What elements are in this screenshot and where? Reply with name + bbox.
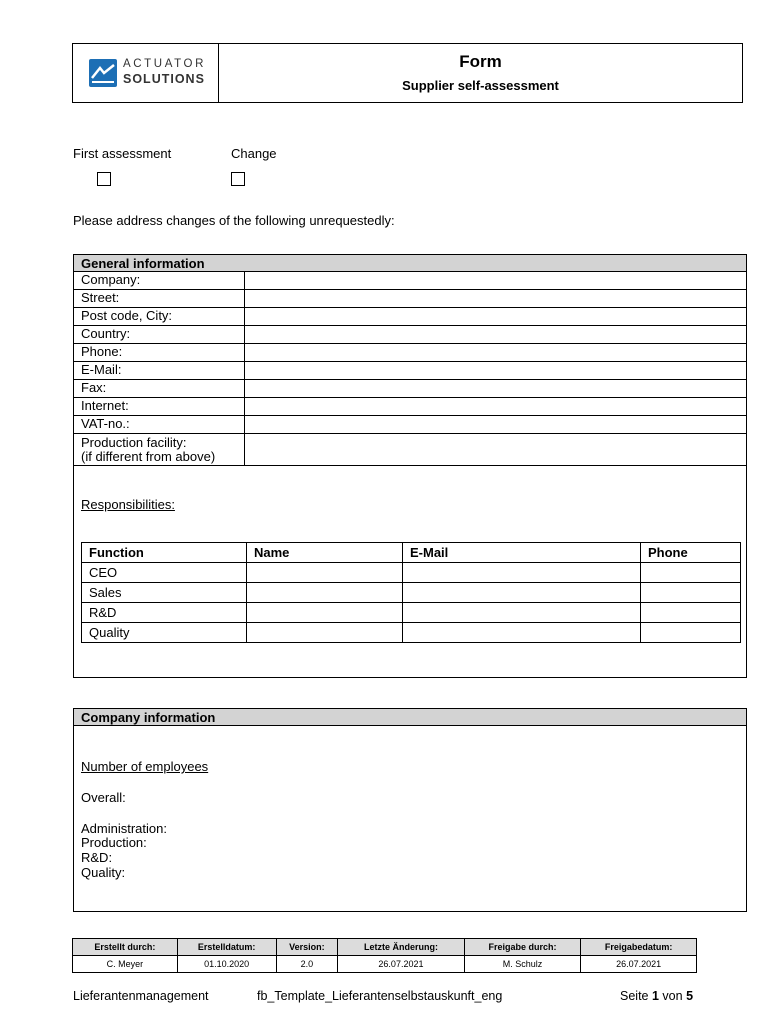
country-field[interactable]: [244, 326, 245, 343]
company-label: Company:: [81, 272, 141, 287]
created-by-header: Erstellt durch:: [73, 939, 178, 956]
name-cell[interactable]: [247, 623, 403, 643]
responsibilities-table: [81, 542, 741, 643]
function-cell: R&D: [82, 603, 247, 623]
email-header: E-Mail: [403, 543, 641, 563]
post-code-city-field[interactable]: [244, 308, 245, 325]
first-assessment-checkbox[interactable]: [97, 172, 111, 186]
email-cell[interactable]: [403, 623, 641, 643]
phone-cell[interactable]: [641, 563, 741, 583]
table-row: [82, 563, 741, 583]
name-cell[interactable]: [247, 563, 403, 583]
table-row: [73, 956, 697, 973]
logo-text-actuator: ACTUATOR: [123, 58, 206, 70]
created-date-header: Erstelldatum:: [177, 939, 276, 956]
phone-label: Phone:: [81, 344, 123, 359]
approved-by-header: Freigabe durch:: [464, 939, 581, 956]
internet-row: [74, 398, 746, 416]
phone-header: Phone: [641, 543, 741, 563]
footer-page-number: Seite 1 von 5: [620, 989, 694, 1003]
created-date-value: 01.10.2020: [177, 956, 276, 973]
function-cell: Sales: [82, 583, 247, 603]
vat-row: [74, 416, 746, 434]
company-row: [74, 272, 746, 290]
table-row: [82, 603, 741, 623]
company-information-heading-text: Company information: [81, 710, 216, 725]
last-change-header: Letzte Änderung:: [338, 939, 465, 956]
table-header-row: [82, 543, 741, 563]
changes-notice: Please address changes of the following unrequestedly:: [73, 213, 395, 228]
internet-field[interactable]: [244, 398, 245, 415]
street-field[interactable]: [244, 290, 245, 307]
fax-row: [74, 380, 746, 398]
phone-cell[interactable]: [641, 603, 741, 623]
company-information-section: [73, 708, 747, 912]
function-cell: CEO: [82, 563, 247, 583]
production-facility-row: [74, 434, 746, 466]
country-row: [74, 326, 746, 344]
number-of-employees-label: Number of employees: [81, 759, 209, 774]
logo: [73, 44, 219, 102]
approval-date-value: 26.07.2021: [581, 956, 697, 973]
internet-label: Internet:: [81, 398, 129, 413]
table-header-row: [73, 939, 697, 956]
production-facility-label: Production facility: (if different from above): [81, 435, 216, 464]
email-cell[interactable]: [403, 563, 641, 583]
email-row: [74, 362, 746, 380]
table-row: [82, 623, 741, 643]
first-assessment-label: First assessment: [73, 146, 172, 161]
function-header: Function: [82, 543, 247, 563]
rd-label: R&D:: [81, 850, 113, 865]
email-label: E-Mail:: [81, 362, 122, 377]
post-code-city-row: [74, 308, 746, 326]
quality-label: Quality:: [81, 865, 126, 880]
street-label: Street:: [81, 290, 120, 305]
logo-text-solutions: SOLUTIONS: [123, 72, 205, 86]
country-label: Country:: [81, 326, 131, 341]
overall-label: Overall:: [81, 790, 126, 805]
approval-date-header: Freigabedatum:: [581, 939, 697, 956]
phone-cell[interactable]: [641, 583, 741, 603]
company-information-heading: [74, 709, 746, 726]
vat-field[interactable]: [244, 416, 245, 433]
created-by-value: C. Meyer: [73, 956, 178, 973]
name-cell[interactable]: [247, 603, 403, 623]
phone-row: [74, 344, 746, 362]
email-cell[interactable]: [403, 583, 641, 603]
general-information-heading-text: General information: [81, 256, 205, 271]
version-header: Version:: [276, 939, 338, 956]
document-control-table: [72, 938, 697, 973]
last-change-value: 26.07.2021: [338, 956, 465, 973]
approved-by-value: M. Schulz: [464, 956, 581, 973]
phone-cell[interactable]: [641, 623, 741, 643]
email-cell[interactable]: [403, 603, 641, 623]
footer-department: Lieferantenmanagement: [73, 989, 209, 1003]
name-cell[interactable]: [247, 583, 403, 603]
general-information-section: [73, 254, 747, 678]
production-facility-field[interactable]: [244, 434, 245, 465]
form-subtitle: Supplier self-assessment: [402, 78, 559, 93]
logo-mark-icon: [89, 59, 117, 87]
street-row: [74, 290, 746, 308]
production-label: Production:: [81, 835, 147, 850]
change-label: Change: [231, 146, 277, 161]
version-value: 2.0: [276, 956, 338, 973]
vat-label: VAT-no.:: [81, 416, 130, 431]
footer-filename: fb_Template_Lieferantenselbstauskunft_eng: [257, 989, 503, 1003]
administration-label: Administration:: [81, 821, 167, 836]
company-field[interactable]: [244, 272, 245, 289]
form-title: Form: [459, 52, 502, 71]
table-row: [82, 583, 741, 603]
email-field[interactable]: [244, 362, 245, 379]
name-header: Name: [247, 543, 403, 563]
form-header: [72, 43, 743, 103]
change-checkbox[interactable]: [231, 172, 245, 186]
phone-field[interactable]: [244, 344, 245, 361]
fax-field[interactable]: [244, 380, 245, 397]
function-cell: Quality: [82, 623, 247, 643]
general-information-heading: [74, 255, 746, 272]
fax-label: Fax:: [81, 380, 107, 395]
responsibilities-label: Responsibilities:: [81, 497, 175, 512]
post-code-city-label: Post code, City:: [81, 308, 173, 323]
